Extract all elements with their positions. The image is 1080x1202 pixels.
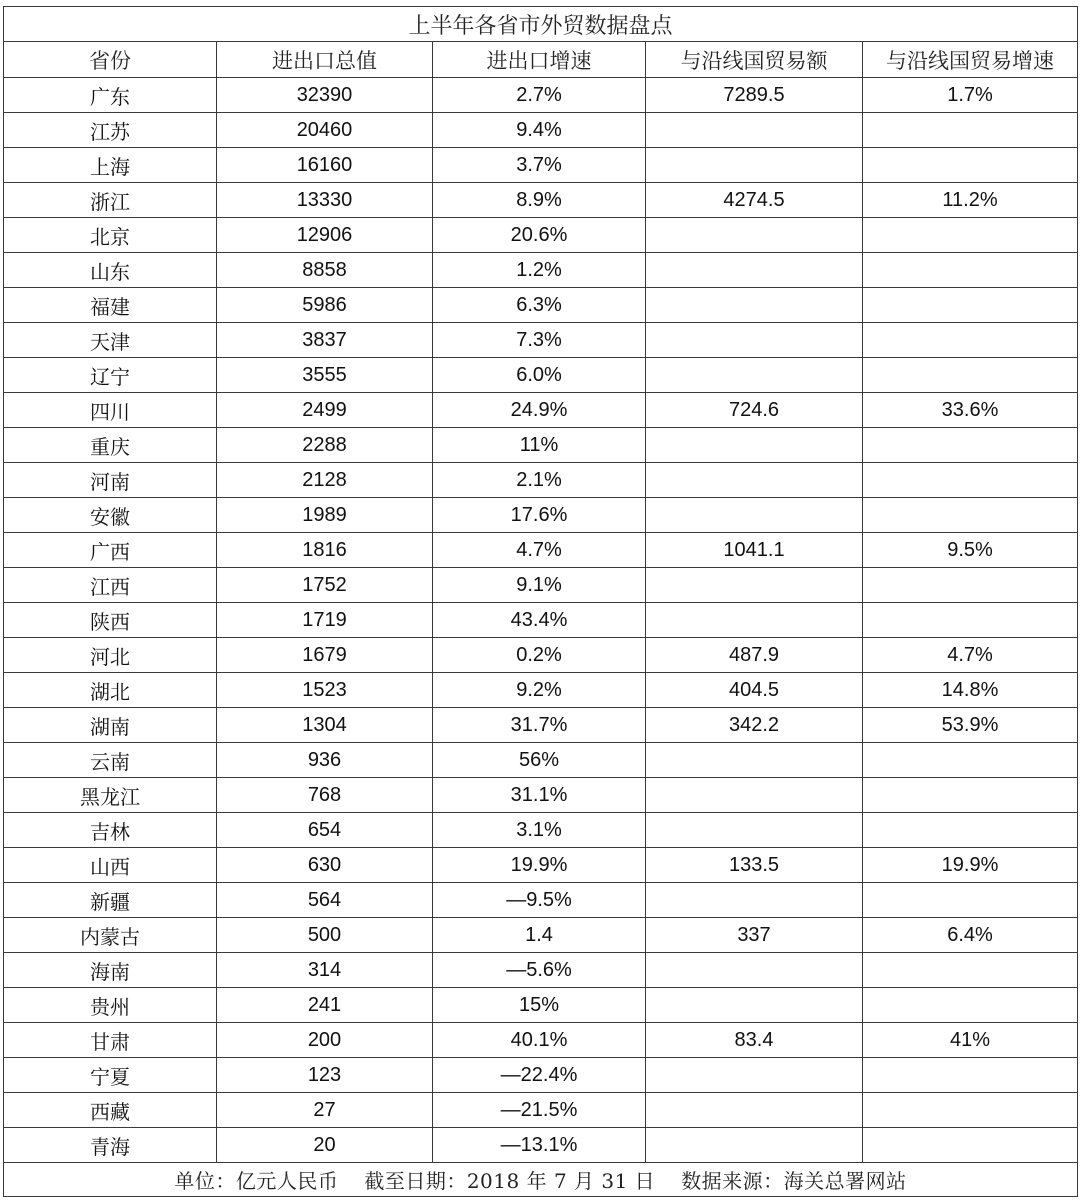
table-row bbox=[4, 463, 1078, 498]
cell-growth: 7.3% bbox=[433, 323, 646, 358]
cell-belt-trade bbox=[646, 253, 863, 288]
cell-total: 768 bbox=[217, 778, 433, 813]
cell-belt-growth bbox=[863, 778, 1078, 813]
table-row bbox=[4, 1058, 1078, 1093]
cell-total: 1752 bbox=[217, 568, 433, 603]
cell-belt-growth: 4.7% bbox=[863, 638, 1078, 673]
column-header-province: 省份 bbox=[4, 42, 217, 78]
table-row bbox=[4, 953, 1078, 988]
table-row bbox=[4, 988, 1078, 1023]
cell-belt-trade bbox=[646, 148, 863, 183]
cell-province: 贵州 bbox=[4, 988, 217, 1023]
cell-belt-trade bbox=[646, 778, 863, 813]
cell-total: 200 bbox=[217, 1023, 433, 1058]
cell-belt-trade bbox=[646, 1093, 863, 1128]
cell-belt-trade bbox=[646, 568, 863, 603]
cell-total: 5986 bbox=[217, 288, 433, 323]
footer-row bbox=[4, 1163, 1078, 1197]
table-row bbox=[4, 1093, 1078, 1128]
cell-belt-trade bbox=[646, 1128, 863, 1163]
cell-belt-growth: 9.5% bbox=[863, 533, 1078, 568]
cell-province: 青海 bbox=[4, 1128, 217, 1163]
cell-province: 江西 bbox=[4, 568, 217, 603]
table-row bbox=[4, 78, 1078, 113]
cell-belt-growth: 53.9% bbox=[863, 708, 1078, 743]
cell-belt-growth: 14.8% bbox=[863, 673, 1078, 708]
cell-belt-growth bbox=[863, 463, 1078, 498]
cell-belt-trade: 487.9 bbox=[646, 638, 863, 673]
cell-province: 宁夏 bbox=[4, 1058, 217, 1093]
cell-province: 山东 bbox=[4, 253, 217, 288]
cell-province: 河南 bbox=[4, 463, 217, 498]
cell-province: 陕西 bbox=[4, 603, 217, 638]
cell-total: 13330 bbox=[217, 183, 433, 218]
cell-total: 314 bbox=[217, 953, 433, 988]
cell-belt-trade bbox=[646, 498, 863, 533]
cell-total: 564 bbox=[217, 883, 433, 918]
cell-total: 8858 bbox=[217, 253, 433, 288]
cell-growth: 0.2% bbox=[433, 638, 646, 673]
cell-province: 安徽 bbox=[4, 498, 217, 533]
cell-total: 12906 bbox=[217, 218, 433, 253]
cell-growth: 24.9% bbox=[433, 393, 646, 428]
table-row bbox=[4, 848, 1078, 883]
cell-growth: 19.9% bbox=[433, 848, 646, 883]
cell-belt-growth bbox=[863, 1093, 1078, 1128]
cell-total: 1719 bbox=[217, 603, 433, 638]
cell-province: 海南 bbox=[4, 953, 217, 988]
cell-belt-growth: 6.4% bbox=[863, 918, 1078, 953]
cell-belt-growth bbox=[863, 568, 1078, 603]
cell-growth: 15% bbox=[433, 988, 646, 1023]
cell-total: 241 bbox=[217, 988, 433, 1023]
footer-date: 截至日期：2018 年 7 月 31 日 bbox=[364, 1169, 656, 1193]
cell-belt-trade bbox=[646, 953, 863, 988]
cell-total: 500 bbox=[217, 918, 433, 953]
cell-belt-growth bbox=[863, 1128, 1078, 1163]
cell-belt-trade bbox=[646, 743, 863, 778]
cell-total: 123 bbox=[217, 1058, 433, 1093]
cell-growth: 9.2% bbox=[433, 673, 646, 708]
cell-growth: 31.1% bbox=[433, 778, 646, 813]
cell-belt-trade bbox=[646, 1058, 863, 1093]
cell-belt-growth: 41% bbox=[863, 1023, 1078, 1058]
table-title: 上半年各省市外贸数据盘点 bbox=[4, 7, 1078, 42]
cell-total: 2288 bbox=[217, 428, 433, 463]
cell-belt-trade bbox=[646, 813, 863, 848]
cell-growth: —21.5% bbox=[433, 1093, 646, 1128]
cell-belt-trade bbox=[646, 323, 863, 358]
cell-belt-trade bbox=[646, 218, 863, 253]
cell-growth: 31.7% bbox=[433, 708, 646, 743]
cell-total: 2499 bbox=[217, 393, 433, 428]
cell-province: 云南 bbox=[4, 743, 217, 778]
cell-total: 630 bbox=[217, 848, 433, 883]
cell-belt-growth bbox=[863, 498, 1078, 533]
cell-belt-trade: 342.2 bbox=[646, 708, 863, 743]
table-row bbox=[4, 288, 1078, 323]
cell-belt-trade: 337 bbox=[646, 918, 863, 953]
cell-province: 浙江 bbox=[4, 183, 217, 218]
cell-total: 20460 bbox=[217, 113, 433, 148]
cell-growth: 2.7% bbox=[433, 78, 646, 113]
header-row bbox=[4, 42, 1078, 78]
table-row bbox=[4, 148, 1078, 183]
cell-province: 天津 bbox=[4, 323, 217, 358]
cell-province: 广西 bbox=[4, 533, 217, 568]
cell-belt-growth bbox=[863, 988, 1078, 1023]
table-row bbox=[4, 1023, 1078, 1058]
cell-belt-growth bbox=[863, 953, 1078, 988]
table-body bbox=[4, 78, 1078, 1163]
cell-province: 内蒙古 bbox=[4, 918, 217, 953]
cell-belt-growth bbox=[863, 323, 1078, 358]
cell-belt-trade: 724.6 bbox=[646, 393, 863, 428]
cell-province: 四川 bbox=[4, 393, 217, 428]
cell-total: 1816 bbox=[217, 533, 433, 568]
table-row bbox=[4, 568, 1078, 603]
cell-province: 湖南 bbox=[4, 708, 217, 743]
table-row bbox=[4, 498, 1078, 533]
table-row bbox=[4, 533, 1078, 568]
table-row bbox=[4, 673, 1078, 708]
cell-province: 北京 bbox=[4, 218, 217, 253]
table-row bbox=[4, 218, 1078, 253]
table-row bbox=[4, 778, 1078, 813]
cell-belt-growth bbox=[863, 813, 1078, 848]
cell-total: 16160 bbox=[217, 148, 433, 183]
cell-province: 黑龙江 bbox=[4, 778, 217, 813]
cell-growth: 56% bbox=[433, 743, 646, 778]
cell-belt-trade bbox=[646, 883, 863, 918]
cell-belt-trade bbox=[646, 988, 863, 1023]
cell-total: 1679 bbox=[217, 638, 433, 673]
cell-belt-trade bbox=[646, 113, 863, 148]
cell-growth: 43.4% bbox=[433, 603, 646, 638]
cell-total: 27 bbox=[217, 1093, 433, 1128]
cell-belt-trade bbox=[646, 603, 863, 638]
cell-growth: 40.1% bbox=[433, 1023, 646, 1058]
cell-belt-growth bbox=[863, 1058, 1078, 1093]
column-header-total: 进出口总值 bbox=[217, 42, 433, 78]
cell-belt-growth bbox=[863, 428, 1078, 463]
table-row bbox=[4, 1128, 1078, 1163]
cell-growth: 3.1% bbox=[433, 813, 646, 848]
cell-belt-trade bbox=[646, 463, 863, 498]
table-row bbox=[4, 638, 1078, 673]
table-row bbox=[4, 358, 1078, 393]
cell-growth: 6.3% bbox=[433, 288, 646, 323]
cell-total: 1304 bbox=[217, 708, 433, 743]
cell-growth: 9.1% bbox=[433, 568, 646, 603]
cell-belt-growth bbox=[863, 218, 1078, 253]
cell-total: 20 bbox=[217, 1128, 433, 1163]
cell-belt-trade bbox=[646, 358, 863, 393]
cell-province: 山西 bbox=[4, 848, 217, 883]
cell-belt-trade bbox=[646, 288, 863, 323]
cell-belt-trade: 4274.5 bbox=[646, 183, 863, 218]
cell-total: 936 bbox=[217, 743, 433, 778]
cell-province: 重庆 bbox=[4, 428, 217, 463]
cell-growth: 1.4 bbox=[433, 918, 646, 953]
column-header-growth: 进出口增速 bbox=[433, 42, 646, 78]
table-row bbox=[4, 323, 1078, 358]
cell-belt-growth bbox=[863, 603, 1078, 638]
cell-belt-growth bbox=[863, 113, 1078, 148]
cell-total: 2128 bbox=[217, 463, 433, 498]
table-row bbox=[4, 918, 1078, 953]
cell-belt-trade bbox=[646, 428, 863, 463]
trade-table bbox=[3, 6, 1078, 1197]
table-row bbox=[4, 743, 1078, 778]
cell-growth: 11% bbox=[433, 428, 646, 463]
cell-growth: 17.6% bbox=[433, 498, 646, 533]
table-row bbox=[4, 113, 1078, 148]
cell-province: 新疆 bbox=[4, 883, 217, 918]
cell-belt-growth bbox=[863, 148, 1078, 183]
table-row bbox=[4, 708, 1078, 743]
cell-growth: 20.6% bbox=[433, 218, 646, 253]
table-row bbox=[4, 183, 1078, 218]
cell-province: 湖北 bbox=[4, 673, 217, 708]
footer-unit: 单位：亿元人民币 bbox=[174, 1169, 339, 1193]
cell-province: 西藏 bbox=[4, 1093, 217, 1128]
cell-growth: —9.5% bbox=[433, 883, 646, 918]
cell-belt-growth bbox=[863, 743, 1078, 778]
cell-province: 吉林 bbox=[4, 813, 217, 848]
cell-belt-trade: 1041.1 bbox=[646, 533, 863, 568]
table-row bbox=[4, 253, 1078, 288]
table-row bbox=[4, 883, 1078, 918]
cell-growth: 9.4% bbox=[433, 113, 646, 148]
cell-belt-growth bbox=[863, 358, 1078, 393]
cell-belt-growth: 33.6% bbox=[863, 393, 1078, 428]
cell-growth: 2.1% bbox=[433, 463, 646, 498]
cell-total: 1989 bbox=[217, 498, 433, 533]
cell-belt-growth bbox=[863, 253, 1078, 288]
cell-total: 3555 bbox=[217, 358, 433, 393]
cell-province: 甘肃 bbox=[4, 1023, 217, 1058]
cell-belt-trade: 133.5 bbox=[646, 848, 863, 883]
cell-total: 1523 bbox=[217, 673, 433, 708]
footer-source: 数据来源：海关总署网站 bbox=[681, 1169, 907, 1193]
table-row bbox=[4, 603, 1078, 638]
cell-province: 辽宁 bbox=[4, 358, 217, 393]
table-footer bbox=[4, 1163, 1078, 1197]
cell-belt-trade: 7289.5 bbox=[646, 78, 863, 113]
cell-province: 上海 bbox=[4, 148, 217, 183]
cell-growth: 8.9% bbox=[433, 183, 646, 218]
cell-belt-growth: 19.9% bbox=[863, 848, 1078, 883]
cell-growth: 3.7% bbox=[433, 148, 646, 183]
cell-belt-trade: 83.4 bbox=[646, 1023, 863, 1058]
cell-province: 江苏 bbox=[4, 113, 217, 148]
cell-growth: —13.1% bbox=[433, 1128, 646, 1163]
cell-belt-growth: 1.7% bbox=[863, 78, 1078, 113]
column-header-belt-trade: 与沿线国贸易额 bbox=[646, 42, 863, 78]
cell-growth: —5.6% bbox=[433, 953, 646, 988]
cell-growth: 4.7% bbox=[433, 533, 646, 568]
table-row bbox=[4, 393, 1078, 428]
column-header-belt-growth: 与沿线国贸易增速 bbox=[863, 42, 1078, 78]
cell-total: 654 bbox=[217, 813, 433, 848]
cell-belt-growth bbox=[863, 883, 1078, 918]
cell-growth: —22.4% bbox=[433, 1058, 646, 1093]
trade-data-sheet bbox=[3, 6, 1077, 1196]
cell-province: 河北 bbox=[4, 638, 217, 673]
cell-province: 广东 bbox=[4, 78, 217, 113]
table-row bbox=[4, 813, 1078, 848]
cell-total: 32390 bbox=[217, 78, 433, 113]
cell-belt-trade: 404.5 bbox=[646, 673, 863, 708]
cell-province: 福建 bbox=[4, 288, 217, 323]
table-row bbox=[4, 428, 1078, 463]
cell-belt-growth: 11.2% bbox=[863, 183, 1078, 218]
cell-belt-growth bbox=[863, 288, 1078, 323]
cell-total: 3837 bbox=[217, 323, 433, 358]
cell-growth: 1.2% bbox=[433, 253, 646, 288]
cell-growth: 6.0% bbox=[433, 358, 646, 393]
